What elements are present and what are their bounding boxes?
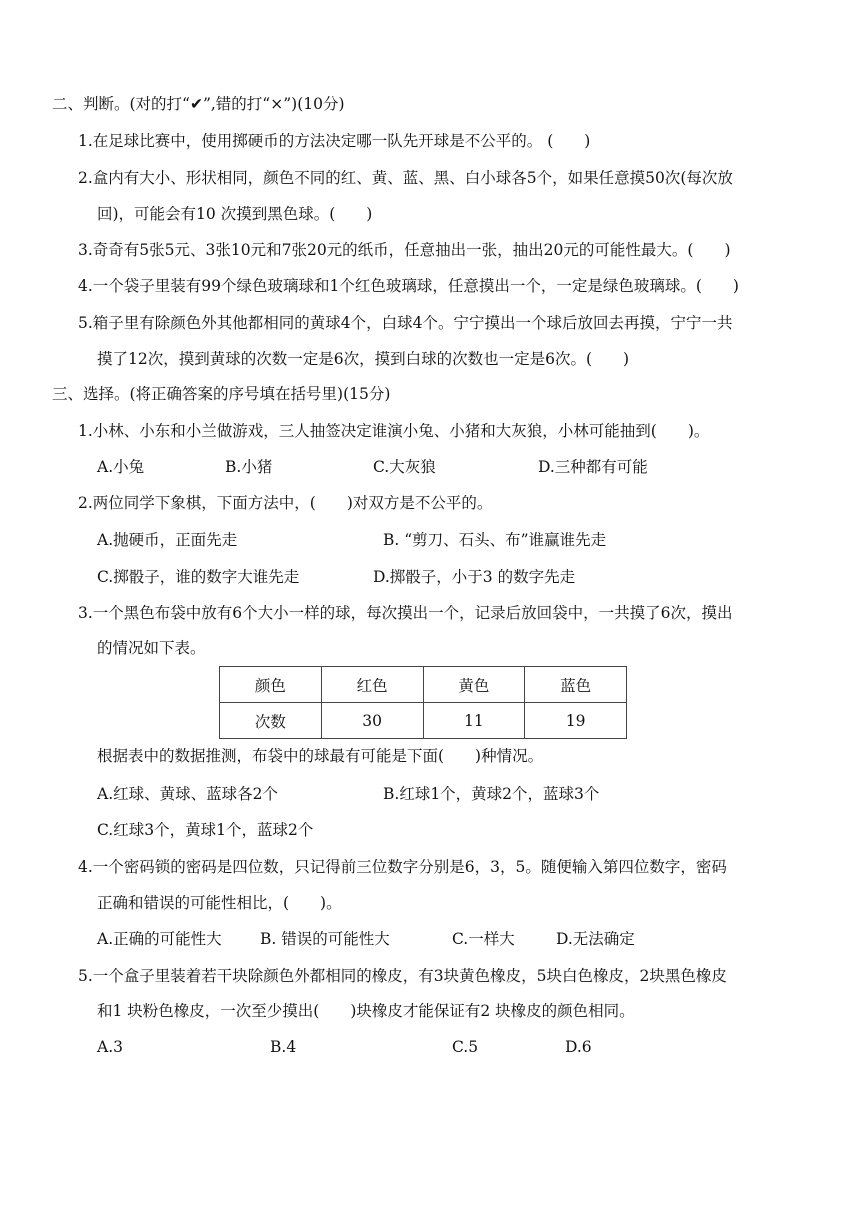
choice-question-2: 2.两位同学下象棋，下面方法中，( )对双方是不公平的。 xyxy=(78,494,493,512)
table-row xyxy=(220,667,627,703)
judge-question-2: 2.盒内有大小、形状相同，颜色不同的红、黄、蓝、黑、白小球各5个，如果任意摸50次(每次放 xyxy=(78,169,733,187)
choice-question-3-after: 根据表中的数据推测，布袋中的球最有可能是下面( )种情况。 xyxy=(97,747,544,765)
q3-option-b: B.红球1个，黄球2个，蓝球3个 xyxy=(383,785,600,803)
q2-option-a: A.抛硬币，正面先走 xyxy=(97,531,238,549)
q1-option-c: C.大灰狼 xyxy=(373,458,436,476)
section-2-title: 二、判断。(对的打“✔”,错的打“×”)(10分) xyxy=(52,95,345,113)
choice-question-5: 5.一个盒子里装着若干块除颜色外都相同的橡皮，有3块黄色橡皮，5块白色橡皮，2块黑色橡皮 xyxy=(78,967,727,985)
q4-option-c: C.一样大 xyxy=(452,930,515,948)
judge-question-1: 1.在足球比赛中，使用掷硬币的方法决定哪一队先开球是不公平的。 ( ) xyxy=(78,132,591,150)
table-header-cell: 红色 xyxy=(321,667,423,703)
q4-option-d: D.无法确定 xyxy=(556,930,635,948)
table-row xyxy=(220,703,627,739)
q5-option-c: C.5 xyxy=(452,1038,479,1056)
judge-question-5: 5.箱子里有除颜色外其他都相同的黄球4个，白球4个。宁宁摸出一个球后放回去再摸，宁宁一共 xyxy=(78,314,733,332)
q5-option-d: D.6 xyxy=(565,1038,592,1056)
q1-option-a: A.小兔 xyxy=(97,458,145,476)
frequency-table xyxy=(219,666,627,739)
table-header-cell: 颜色 xyxy=(220,667,322,703)
choice-question-3-cont: 的情况如下表。 xyxy=(97,639,206,657)
q2-option-b: B. “剪刀、石头、布”谁赢谁先走 xyxy=(383,531,607,549)
q5-option-b: B.4 xyxy=(270,1038,297,1056)
choice-question-3: 3.一个黑色布袋中放有6个大小一样的球，每次摸出一个，记录后放回袋中，一共摸了6次，摸出 xyxy=(78,604,733,622)
section-3-title: 三、选择。(将正确答案的序号填在括号里)(15分) xyxy=(52,385,391,403)
q4-option-b: B. 错误的可能性大 xyxy=(260,930,390,948)
q1-option-d: D.三种都有可能 xyxy=(538,458,648,476)
table-cell: 11 xyxy=(423,703,525,739)
table-header-cell: 蓝色 xyxy=(525,667,627,703)
q1-option-b: B.小猪 xyxy=(225,458,273,476)
judge-question-4: 4.一个袋子里装有99个绿色玻璃球和1个红色玻璃球，任意摸出一个，一定是绿色玻璃球。( ) xyxy=(78,277,739,295)
judge-question-5-cont: 摸了12次，摸到黄球的次数一定是6次，摸到白球的次数也一定是6次。( ) xyxy=(97,350,630,368)
choice-question-5-cont: 和1 块粉色橡皮，一次至少摸出( )块橡皮才能保证有2 块橡皮的颜色相同。 xyxy=(97,1002,635,1020)
q2-option-c: C.掷骰子，谁的数字大谁先走 xyxy=(97,568,300,586)
q4-option-a: A.正确的可能性大 xyxy=(97,930,222,948)
table-cell: 次数 xyxy=(220,703,322,739)
judge-question-2-cont: 回)，可能会有10 次摸到黑色球。( ) xyxy=(97,205,373,223)
table-cell: 19 xyxy=(525,703,627,739)
judge-question-3: 3.奇奇有5张5元、3张10元和7张20元的纸币，任意抽出一张，抽出20元的可能性最大。( ) xyxy=(78,241,731,259)
table-header-cell: 黄色 xyxy=(423,667,525,703)
q3-option-a: A.红球、黄球、蓝球各2个 xyxy=(97,785,278,803)
choice-question-1: 1.小林、小东和小兰做游戏，三人抽签决定谁演小兔、小猪和大灰狼，小林可能抽到( )。 xyxy=(78,422,710,440)
q5-option-a: A.3 xyxy=(97,1038,123,1056)
choice-question-4: 4.一个密码锁的密码是四位数，只记得前三位数字分别是6，3，5。随便输入第四位数字，密码 xyxy=(78,858,727,876)
q2-option-d: D.掷骰子，小于3 的数字先走 xyxy=(373,568,576,586)
table-cell: 30 xyxy=(321,703,423,739)
q3-option-c: C.红球3个，黄球1个，蓝球2个 xyxy=(97,821,314,839)
choice-question-4-cont: 正确和错误的可能性相比，( )。 xyxy=(97,894,342,912)
